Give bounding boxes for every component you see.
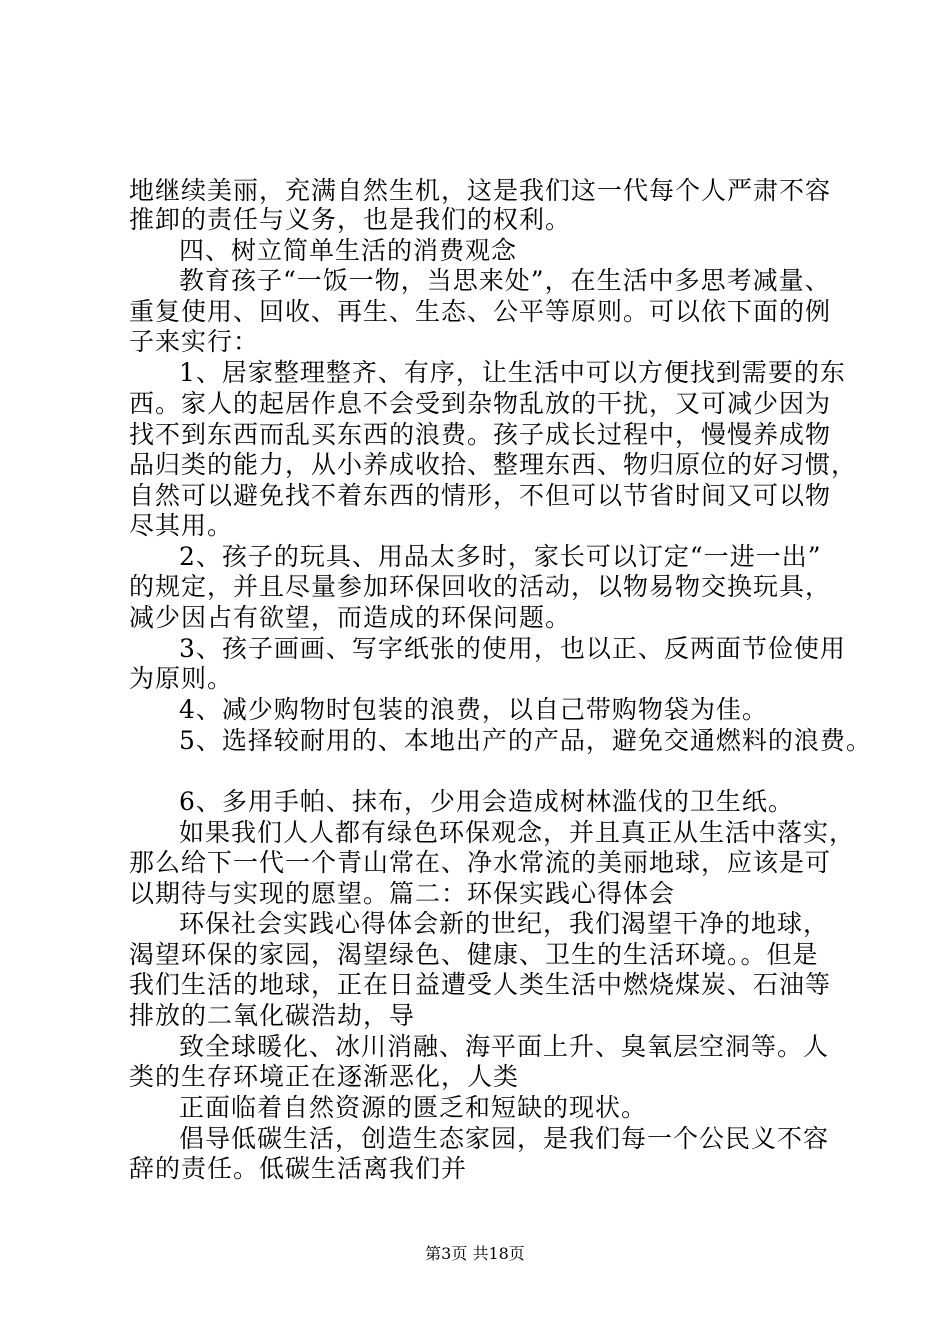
text-line: 类的生存环境正在逐渐恶化，人类 <box>129 1062 520 1091</box>
text-line: 致全球暖化、冰川消融、海平面上升、臭氧层空洞等。人 <box>179 1032 830 1061</box>
text-line: 排放的二氧化碳浩劫，导 <box>129 1001 416 1030</box>
text-line: 倡导低碳生活，创造生态家园，是我们每一个公民义不容 <box>179 1124 830 1153</box>
text-line: 重复使用、回收、再生、生态、公平等原则。可以依下面的例 <box>129 297 832 326</box>
text-line: 品归类的能力，从小养成收拾、整理东西、物归原位的好习惯， <box>129 450 858 479</box>
list-item: 5、选择较耐用的、本地出产的产品，避免交通燃料的浪费。 <box>179 726 872 755</box>
list-item: 3、孩子画画、写字纸张的使用，也以正、反两面节俭使用 <box>179 634 846 663</box>
text-line: 自然可以避免找不着东西的情形，不但可以节省时间又可以物 <box>129 481 832 510</box>
text-line: 推卸的责任与义务，也是我们的权利。 <box>129 205 572 234</box>
text-line: 渴望环保的家园，渴望绿色、健康、卫生的生活环境。。但是 <box>129 940 819 969</box>
text-line: 西。家人的起居作息不会受到杂物乱放的干扰，又可减少因为 <box>129 389 832 418</box>
text-line: 我们生活的地球，正在日益遭受人类生活中燃烧煤炭、石油等 <box>129 970 832 999</box>
section-heading: 四、树立简单生活的消费观念 <box>179 236 518 265</box>
text-line: 辞的责任。低碳生活离我们并 <box>129 1154 468 1183</box>
text-line: 环保社会实践心得体会新的世纪，我们渴望干净的地球， <box>179 909 830 938</box>
text-line: 那么给下一代一个青山常在、净水常流的美丽地球，应该是可 <box>129 848 832 877</box>
list-item: 6、多用手帕、抹布，少用会造成树林滥伐的卫生纸。 <box>179 787 794 816</box>
list-item: 2、孩子的玩具、用品太多时，家长可以订定“一进一出” <box>179 542 822 571</box>
text-line: 的规定，并且尽量参加环保回收的活动，以物易物交换玩具， <box>129 572 832 601</box>
text-line: 尽其用。 <box>129 511 234 540</box>
text-line: 教育孩子“一饭一物，当思来处”，在生活中多思考减量、 <box>179 266 831 295</box>
text-line: 子来实行： <box>129 327 260 356</box>
text-line: 以期待与实现的愿望。篇二：环保实践心得体会 <box>129 879 676 908</box>
text-line: 如果我们人人都有绿色环保观念，并且真正从生活中落实， <box>179 818 856 847</box>
text-line: 找不到东西而乱买东西的浪费。孩子成长过程中，慢慢养成物 <box>129 420 832 449</box>
list-item: 4、减少购物时包装的浪费，以自己带购物袋为佳。 <box>179 695 768 724</box>
text-line: 减少因占有欲望，而造成的环保问题。 <box>129 603 572 632</box>
list-item: 1、居家整理整齐、有序，让生活中可以方便找到需要的东 <box>179 358 846 387</box>
page-number: 第3页 共18页 <box>425 1244 525 1263</box>
text-line: 正面临着自然资源的匮乏和短缺的现状。 <box>179 1093 648 1122</box>
text-line: 为原则。 <box>129 664 234 693</box>
text-line: 地继续美丽，充满自然生机，这是我们这一代每个人严肃不容 <box>129 176 832 205</box>
